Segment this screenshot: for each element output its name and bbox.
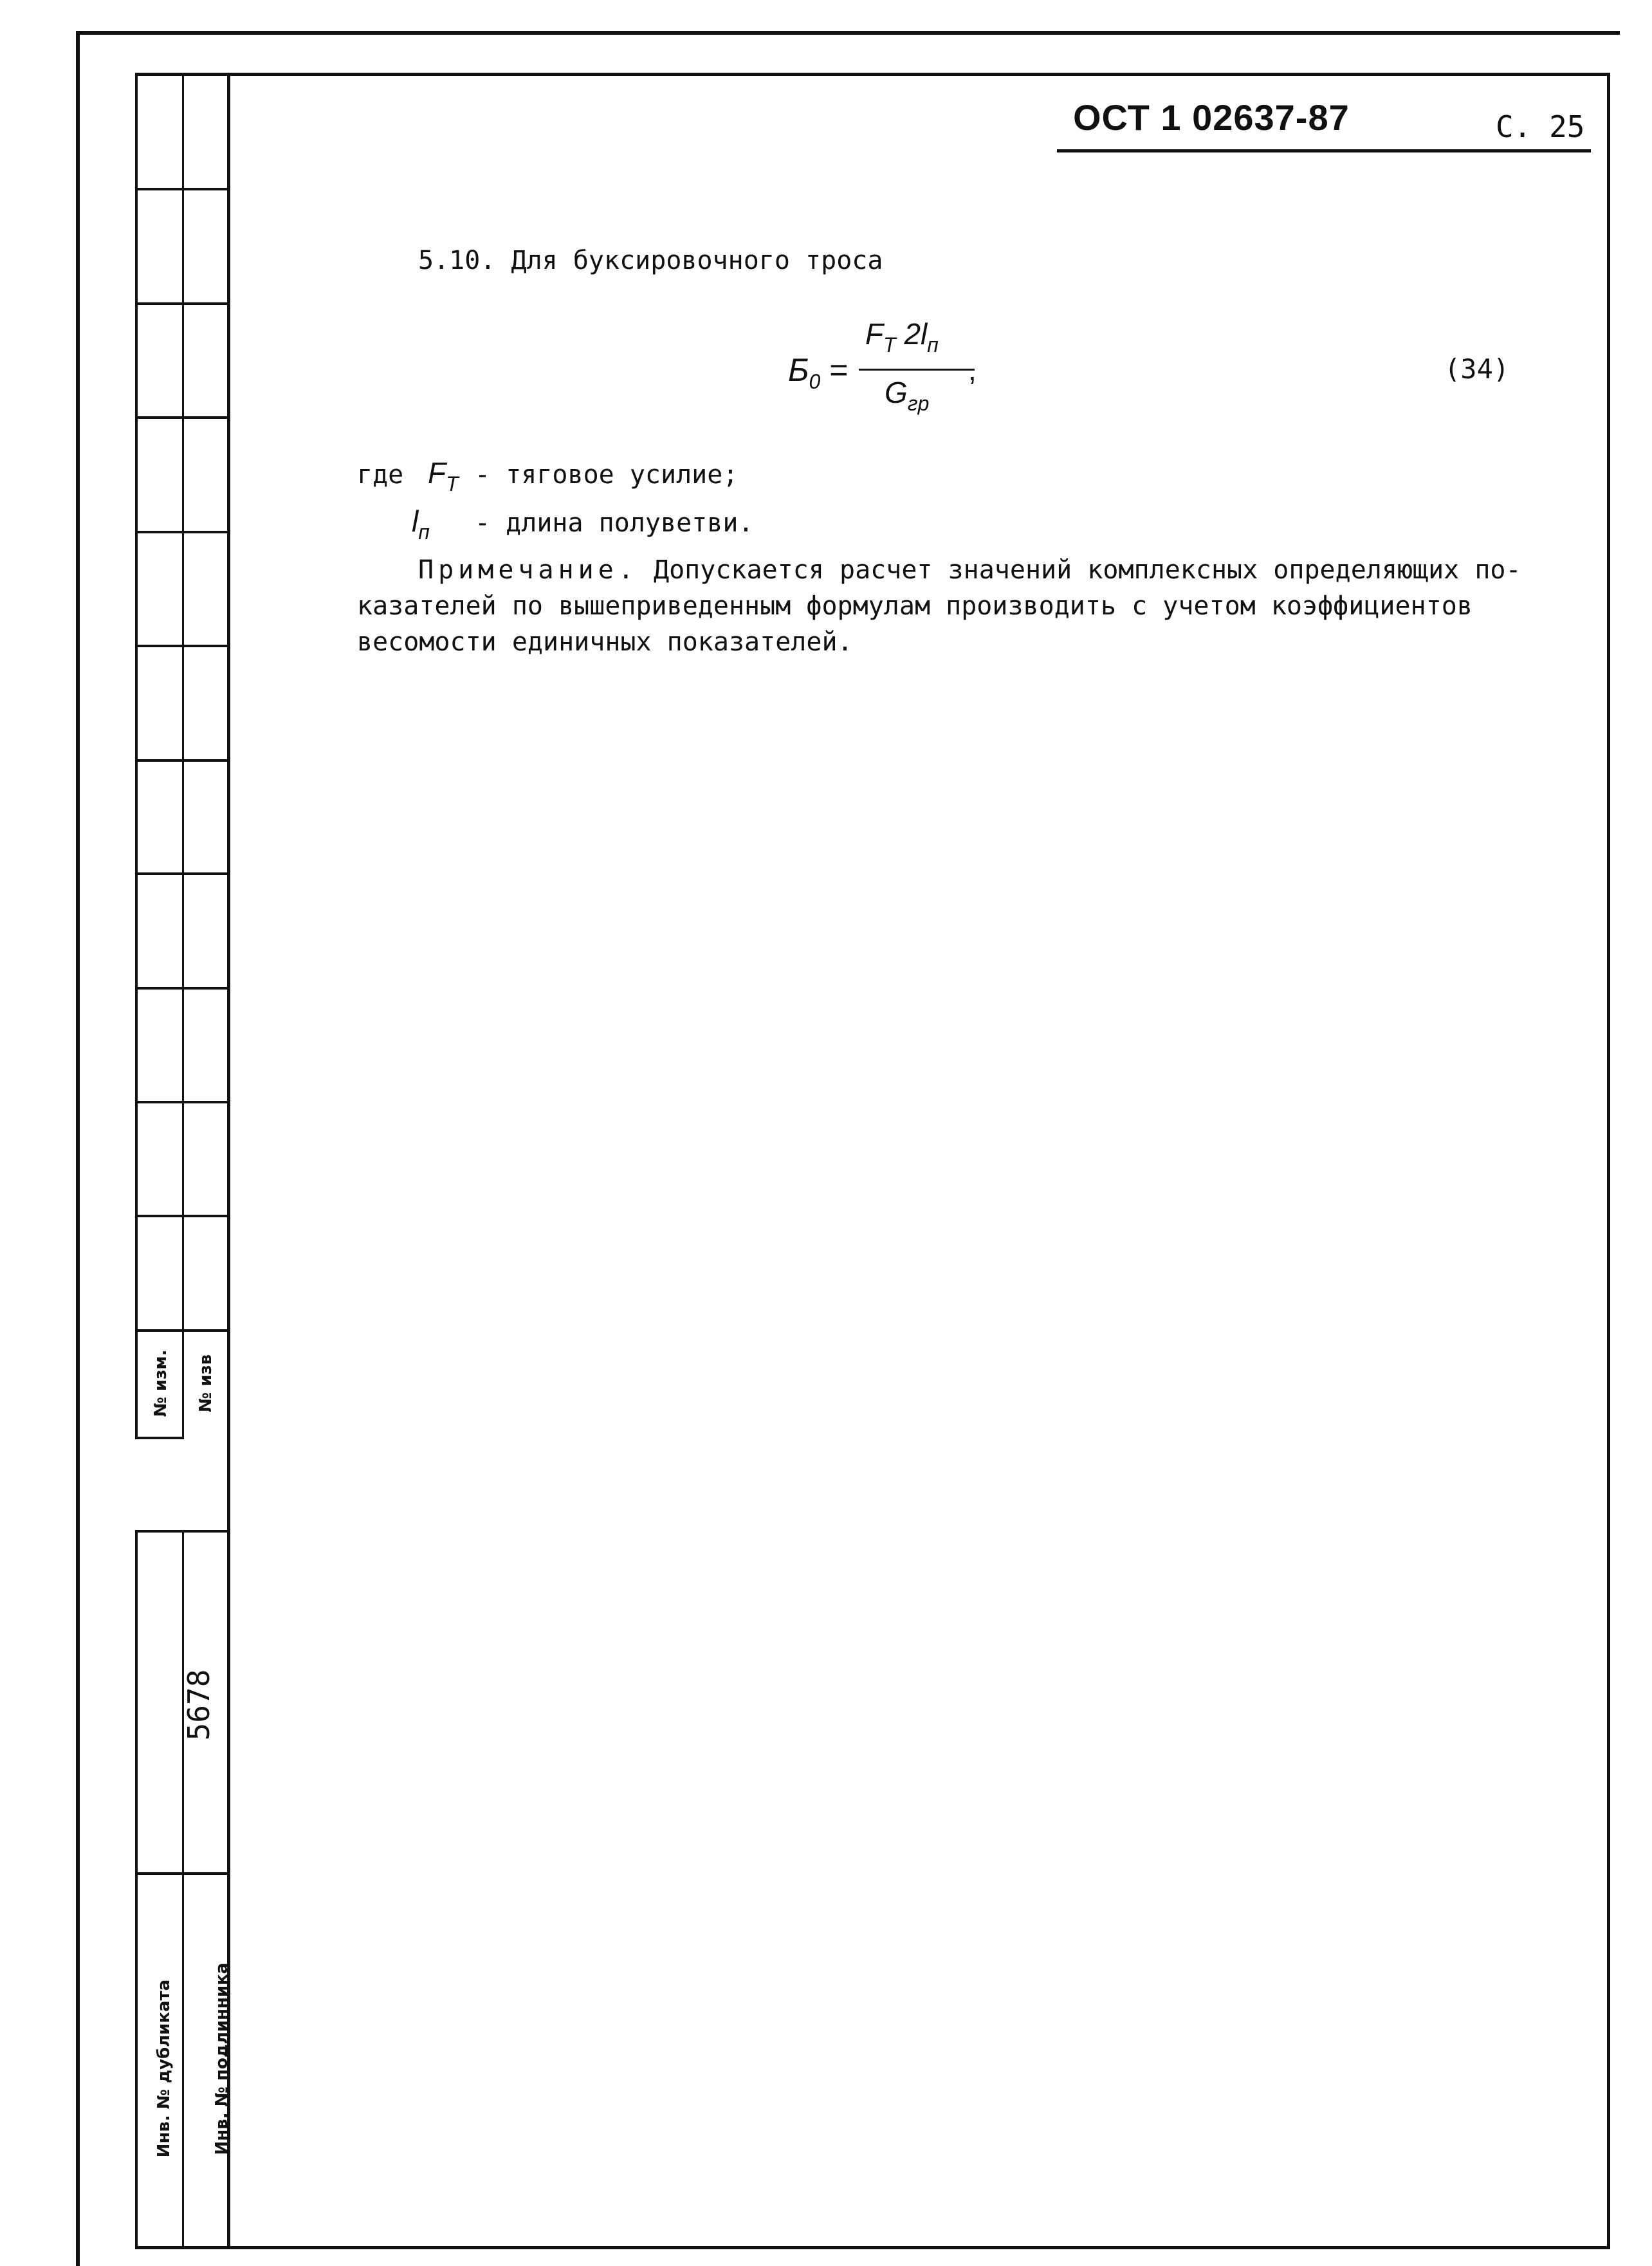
formula-num-F: F [865,317,884,351]
formula-lhs-subscript: 0 [809,370,821,393]
note-line-1-text: Допускается расчет значений комплексных определяющих по- [654,555,1521,585]
formula-den-G-subscript: гр [907,392,930,415]
content-frame-bottom [135,2246,1610,2249]
stamp-inv-number: 5678 [181,1669,216,1741]
where-desc-l: - длина полуветви. [475,508,754,538]
content-frame-top [135,73,1610,76]
formula-trailing-comma: , [968,353,977,387]
stamp-inv-podl-label: Инв. № подлинника [212,1962,232,2155]
stamp-row-divider [135,1437,184,1439]
stamp-row-divider [135,645,230,647]
stamp-no-izv-label: № изв [196,1354,216,1413]
section-heading: 5.10. Для буксировочного троса [418,246,883,275]
formula-number: (34) [1444,353,1510,385]
stamp-row-divider [135,416,230,419]
formula-equals: = [829,352,849,388]
note-line-3: весомости единичных показателей. [357,627,853,657]
stamp-row-divider [135,1329,230,1332]
stamp-col-left [135,73,138,1438]
document-code: ОСТ 1 02637-87 [1073,97,1350,138]
stamp-row-divider [135,531,230,533]
note-line-2: казателей по вышеприведенным формулам производить с учетом коэффициентов [357,591,1473,621]
formula-num-l-subscript: п [927,333,939,356]
stamp-row-divider [135,872,230,875]
formula-num-2l: 2l [904,317,928,351]
stamp-row-divider [135,759,230,762]
page-frame-top [76,31,1620,35]
stamp-row-divider [135,1215,230,1217]
formula-num-F-subscript: Т [883,333,896,356]
content-frame-right [1607,73,1610,2249]
note-line-1 [418,557,1521,583]
page-number: С. 25 [1496,109,1585,144]
header-underline [1057,149,1591,152]
where-intro: где [357,460,404,490]
where-desc-F: - тяговое усилие; [475,460,739,490]
note-label: Примечание. [418,555,638,585]
stamp-inv-dubl-label: Инв. № дубликата [154,1979,174,2158]
stamp-row-divider [135,1530,230,1533]
formula-lhs [788,351,849,393]
formula-fraction-bar [859,369,975,371]
formula-denominator [885,375,930,415]
content-frame-left [227,73,230,2249]
stamp-col-mid-upper [182,73,184,1438]
formula-lhs-symbol: Б [788,352,809,388]
page-frame-left [76,31,80,2266]
stamp-col-mid-lower [182,1530,184,2249]
stamp-row-divider [135,987,230,990]
where-symbol-l: $l_п$ [412,504,430,544]
stamp-row-divider [135,1101,230,1103]
stamp-col-left-lower [135,1530,138,2249]
stamp-row-divider [135,1872,230,1875]
where-symbol-F: $F_Т$ [428,456,459,495]
stamp-row-divider [135,188,230,190]
formula-numerator [865,317,939,356]
stamp-row-divider [135,302,230,305]
stamp-no-izm-label: № изм. [151,1349,170,1417]
formula-den-G: G [885,376,908,409]
